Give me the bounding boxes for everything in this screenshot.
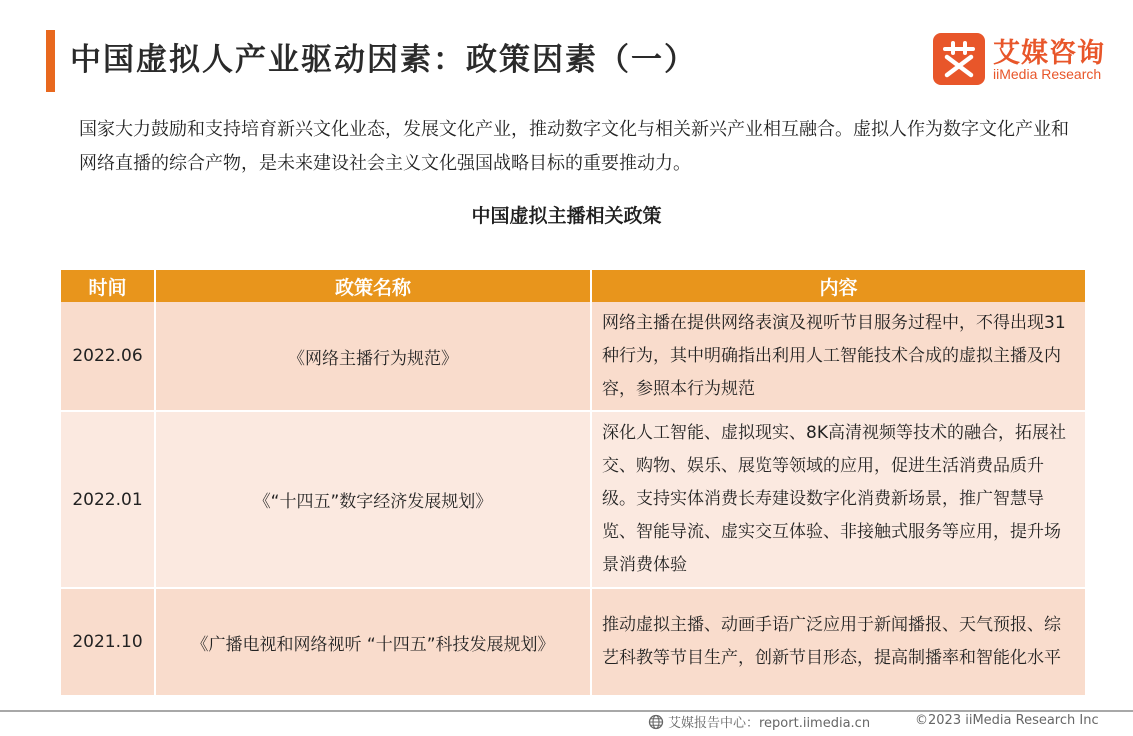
- cell-time: 2021.10: [61, 588, 155, 696]
- cell-time: 2022.06: [61, 302, 155, 411]
- cell-content: 深化人工智能、虚拟现实、8K高清视频等技术的融合，拓展社交、购物、娱乐、展览等领域的应用，促进生活消费品质升级。支持实体消费长寿建设数字化消费新场景，推广智慧导览、智能导流、虚实交互体验、非接触式服务等应用，提升场景消费体验: [591, 411, 1085, 588]
- cell-time: 2022.01: [61, 411, 155, 588]
- column-header-content: 内容: [591, 270, 1085, 302]
- title-accent-bar: [46, 30, 55, 92]
- logo-text-cn: 艾媒咨询: [993, 38, 1105, 69]
- page-title: 中国虚拟人产业驱动因素：政策因素（一）: [70, 42, 697, 78]
- cell-policy-name: 《网络主播行为规范》: [155, 302, 591, 411]
- table-row: [61, 302, 1085, 411]
- intro-paragraph: 国家大力鼓励和支持培育新兴文化业态，发展文化产业，推动数字文化与相关新兴产业相互融合。虚拟人作为数字文化产业和网络直播的综合产物，是未来建设社会主义文化强国战略目标的重要推动力。: [79, 119, 1069, 174]
- footer-source-text: 艾媒报告中心：report.iimedia.cn: [668, 716, 871, 731]
- policy-table: [61, 270, 1085, 697]
- table-title: 中国虚拟主播相关政策: [471, 205, 662, 227]
- table-header-row: [61, 270, 1085, 302]
- logo-text-en: iiMedia Research: [993, 66, 1102, 82]
- cell-policy-name: 《广播电视和网络视听 “十四五”科技发展规划》: [155, 588, 591, 696]
- footer-divider: [0, 710, 1133, 712]
- footer-source[interactable]: [648, 712, 870, 731]
- globe-icon: [648, 714, 664, 730]
- logo-mark-icon: [933, 33, 985, 85]
- footer-copyright: ©2023 iiMedia Research Inc: [915, 713, 1099, 728]
- cell-content: 网络主播在提供网络表演及视听节目服务过程中，不得出现31种行为，其中明确指出利用人工智能技术合成的虚拟主播及内容，参照本行为规范: [591, 302, 1085, 411]
- column-header-name: 政策名称: [155, 270, 591, 302]
- table-row: [61, 411, 1085, 588]
- table-row: [61, 588, 1085, 696]
- cell-policy-name: 《“十四五”数字经济发展规划》: [155, 411, 591, 588]
- column-header-time: 时间: [61, 270, 155, 302]
- cell-content: 推动虚拟主播、动画手语广泛应用于新闻播报、天气预报、综艺科教等节目生产，创新节目形态，提高制播率和智能化水平: [591, 588, 1085, 696]
- brand-logo: [933, 33, 1118, 85]
